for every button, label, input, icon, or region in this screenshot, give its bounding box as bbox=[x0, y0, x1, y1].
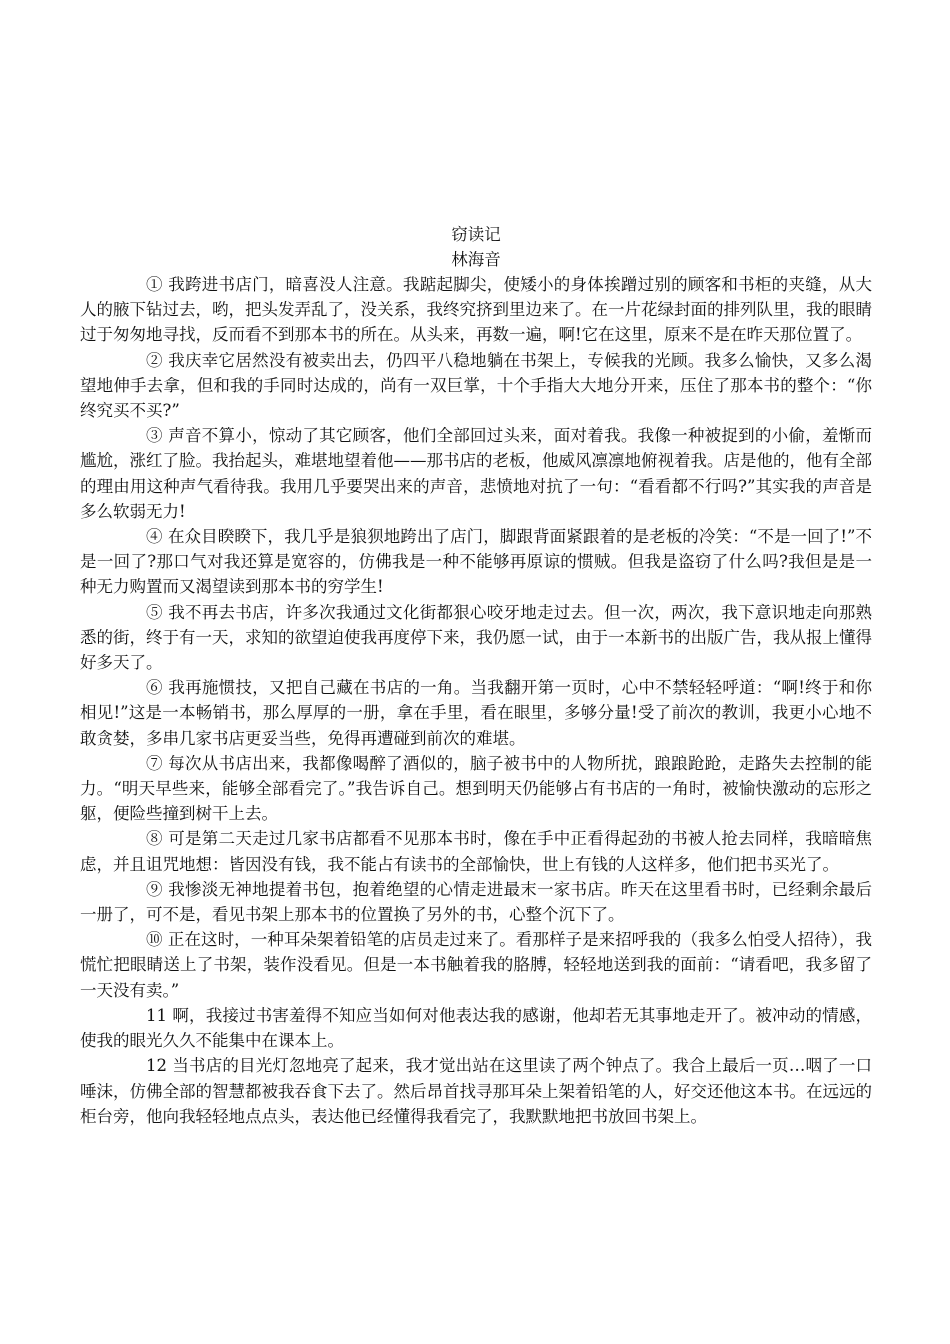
paragraph-10: ⑩ 正在这时，一种耳朵架着铅笔的店员走过来了。看那样子是来招呼我的（我多么怕受人招待），我慌忙把眼睛送上了书架，装作没看见。但是一本书触着我的胳膊，轻轻地送到我的面前：“请看吧，我多留了一天没有卖。” bbox=[80, 930, 872, 1000]
document-author: 林海音 bbox=[451, 250, 501, 269]
paragraph-2: ② 我庆幸它居然没有被卖出去，仍四平八稳地躺在书架上，专候我的光顾。我多么愉快，又多么渴望地伸手去拿，但和我的手同时达成的，尚有一双巨掌，十个手指大大地分开来，压住了那本书的整个：“你终究买不买?” bbox=[80, 350, 872, 421]
paragraph-11: 11 啊，我接过书害羞得不知应当如何对他表达我的感谢，他却若无其事地走开了。被冲动的情感，使我的眼光久久不能集中在课本上。 bbox=[80, 1005, 872, 1051]
document-title: 窃读记 bbox=[451, 225, 501, 244]
paragraph-6: ⑥ 我再施惯技，又把自己藏在书店的一角。当我翻开第一页时，心中不禁轻轻呼道：“啊!终于和你相见!”这是一本畅销书，那么厚厚的一册，拿在手里，看在眼里，多够分量!受了前次的教训，我更小心地不敢贪婪，多串几家书店更妥当些，免得再遭碰到前次的难堪。 bbox=[80, 678, 872, 748]
paragraph-1: ① 我跨进书店门，暗喜没人注意。我踮起脚尖，使矮小的身体挨蹭过别的顾客和书柜的夹缝，从大人的腋下钻过去，哟，把头发弄乱了，没关系，我终究挤到里边来了。在一片花绿封面的排列队里，我的眼睛过于匆匆地寻找，反而看不到那本书的所在。从头来，再数一遍，啊!它在这里，原来不是在昨天那位置了。 bbox=[80, 275, 872, 345]
paragraph-4: ④ 在众目睽睽下，我几乎是狼狈地跨出了店门，脚跟背面紧跟着的是老板的冷笑：“不是一回了!”不是一回了?那口气对我还算是宽容的，仿佛我是一种不能够再原谅的惯贼。但我是盗窃了什么吗?我但是是一种无力购置而又渴望读到那本书的穷学生! bbox=[80, 527, 872, 597]
paragraph-7: ⑦ 每次从书店出来，我都像喝醉了酒似的，脑子被书中的人物所扰，踉踉跄跄，走路失去控制的能力。“明天早些来，能够全部看完了。”我告诉自己。想到明天仍能够占有书店的一角时，被愉快激动的忘形之躯，便险些撞到树干上去。 bbox=[80, 753, 872, 824]
paragraph-5: ⑤ 我不再去书店，许多次我通过文化街都狠心咬牙地走过去。但一次，两次，我下意识地走向那熟悉的街，终于有一天，求知的欲望迫使我再度停下来，我仍愿一试，由于一本新书的出版广告，我从报上懂得好多天了。 bbox=[80, 602, 872, 673]
paragraph-9: ⑨ 我惨淡无神地提着书包，抱着绝望的心情走进最末一家书店。昨天在这里看书时，已经剩余最后一册了，可不是，看见书架上那本书的位置换了另外的书，心整个沉下了。 bbox=[80, 879, 872, 925]
paragraph-8: ⑧ 可是第二天走过几家书店都看不见那本书时，像在手中正看得起劲的书被人抢去同样，我暗暗焦虑，并且诅咒地想：皆因没有钱，我不能占有读书的全部愉快，世上有钱的人这样多，他们把书买光了。 bbox=[80, 829, 872, 874]
paragraph-12: 12 当书店的目光灯忽地亮了起来，我才觉出站在这里读了两个钟点了。我合上最后一页…咽了一口唾沫，仿佛全部的智慧都被我吞食下去了。然后昂首找寻那耳朵上架着铅笔的人，好交还他这本书。在远远的柜台旁，他向我轻轻地点点头，表达他已经懂得我看完了，我默默地把书放回书架上。 bbox=[80, 1056, 872, 1126]
document-page bbox=[80, 222, 872, 1129]
paragraph-3: ③ 声音不算小，惊动了其它顾客，他们全部回过头来，面对着我。我像一种被捉到的小偷，羞惭而尴尬，涨红了脸。我抬起头，难堪地望着他——那书店的老板，他威风凛凛地俯视着我。店是他的，他有全部的理由用这种声气看待我。我用几乎要哭出来的声音，悲愤地对抗了一句：“看看都不行吗?”其实我的声音是多么软弱无力! bbox=[80, 426, 872, 521]
